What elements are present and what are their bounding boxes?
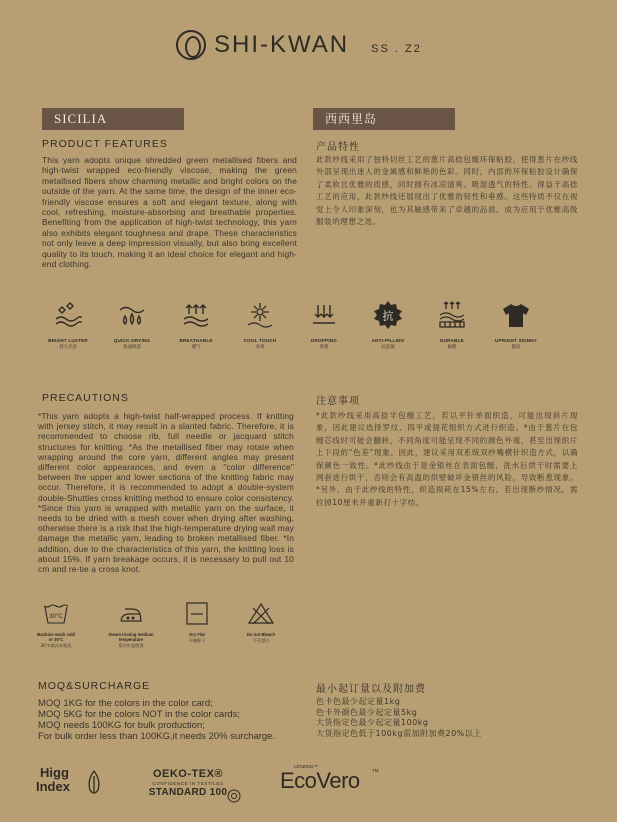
quick-drying-icon [117,300,147,330]
breathable-icon [181,300,211,330]
product-name-cn: 西西里岛 [313,108,455,130]
bright-luster-icon [53,300,83,330]
care-dry-flat: Dry Flat 平铺晾干 [162,602,232,649]
season-code: SS . Z2 [371,43,422,55]
feature-bright-luster: BRIGHT LUSTER 持久光泽 [36,300,100,350]
moq-line-cn: 大货指定色最少起定量100kg [316,718,429,728]
feature-upright-skinny: UPRIGHT SKINNY 挺括 [484,300,548,350]
moq-heading-cn: 最小起订量以及附加费 [316,684,426,695]
features-heading-cn: 产品特性 [316,142,360,153]
dry-flat-icon [183,602,211,626]
higg-index-logo: Higg Index [36,766,106,802]
features-heading-en: PRODUCT FEATURES [42,138,168,150]
feature-anti-pilling: 抗 ANTI-PILLING 抗起球 [356,300,420,350]
moq-line-cn: 色卡外颜色最少起定量5kg [316,707,418,717]
feature-dropping: DROPPING 垂感 [292,300,356,350]
anti-pilling-icon [373,300,403,330]
machine-wash-icon [42,602,70,626]
steam-ironing-icon [117,602,145,626]
ecovero-logo: LENZING™ EcoVero TM [280,764,379,793]
moq-list-cn [316,697,578,739]
care-machine-wash: 30°C Machine wash cold or 30°C 30℃或冷水机洗 [36,602,76,649]
care-symbol-row [36,602,296,649]
moq-heading-en: MOQ&SURCHARGE [38,680,151,692]
oeko-tex-seal-icon [226,788,242,804]
precautions-text-en: *This yarn adopts a high-twist half-wrapped process. If knitting with jersey stitch, it may result in a slanted fabric. Therefore, it is recommended to choose rib, full needle or jacquard stitch structures for knitting. *As the metallised fiber may rotate when wrapping around the core yarn, different angles may present different color appearances, and even a "color difference" between the upper and lower sections of the knitting fabric may occur. Therefore, it is recommended to adopt a double-system double-Shuttles cross knitting method to ensure color consistency. *Since this yarn is wrapped with metallic yarn on the surface, it needs to be dried with a mesh cover when drying after washing, otherwise there is a risk that the high-temperature drying wall may damage the metallic yarn, leading to broken metallised fiber. *In addition, due to the characteristics of this yarn, the knitting loss is about 15%. If yarn breakage occurs, it is necessary to pull out 10 cm and re-tie a cross knot. [38,411,294,575]
feature-cool-touch: COOL TOUCH 冰爽 [228,300,292,350]
moq-line-en: MOQ 5KG for the colors NOT in the color cards; [38,709,241,720]
feature-icon-row [36,300,548,350]
features-text-en: This yarn adopts unique shredded green metallised fibers and high-twist wrapped eco-friendly viscose, making the green metallised fibers show charming metallic and bright colors on the outside of the yarn. At the same time, the design of the inner eco-friendly viscose ensures a soft and elegant texture, along with cool, refreshing, moisture-absorbing and breathable properties. Benefiting from the application of high-twist technology, this yarn also exhibits elegant toughness and drape. These characteristics not only leave a deep impression visually, but also bring excellent quality to its touch, making it an ideal choice for elegant and high-end clothing. [42,155,297,270]
feature-quick-drying: QUICK-DRYING 快速吸湿 [100,300,164,350]
svg-text:30°C: 30°C [49,614,63,620]
upright-skinny-icon [501,300,531,330]
features-text-cn: 此款纱线采用了独特切丝工艺的葱片高捻包缠环保粘胶，使得葱片在纱线外部呈现出迷人的金属感和鲜艳的色彩。同时，内部的环保粘胶设计确保了柔软且优雅的质感，同时拥有冰凉清爽、吸湿透气的特性。得益于高捻工艺的应用，此款纱线还展现出了优雅的韧性和垂感。这些特质不仅在视觉上令人印象深刻，也为其触感带来了卓越的品质，成为应用于优雅高级服装的理想之选。 [316,155,578,227]
moq-line-en: For bulk order less than 100KG,it needs 20% surcharge. [38,731,276,742]
dropping-icon [309,300,339,330]
product-name-en: SICILIA [42,108,184,130]
svg-text:抗: 抗 [382,309,394,323]
moq-line-cn: 大货指定色低于100kg需加附加费20%以上 [316,728,482,738]
cool-touch-icon [245,300,275,330]
precautions-heading-cn: 注意事项 [316,396,360,407]
brand-logo-icon [176,30,206,60]
care-do-not-bleach: Do not Bleach 不可漂白 [226,602,296,649]
moq-line-cn: 色卡色最少起定量1kg [316,697,401,706]
higg-leaf-icon [86,770,102,796]
care-steam-ironing: Steam Ironing medium temperature 蒸汽中温熨烫 [96,602,166,649]
oeko-tex-logo: OEKO-TEX® CONFIDENCE IN TEXTILES STANDARD 100 [128,768,248,798]
moq-line-en: MOQ 1KG for the colors in the color card; [38,698,213,709]
brand-name: SHI-KWAN [214,31,350,58]
moq-line-en: MOQ needs 100KG for bulk production; [38,720,205,731]
brand-header [176,30,422,60]
precautions-heading-en: PRECAUTIONS [42,392,129,404]
precautions-text-cn: *此款纱线采用高捻半包缠工艺，若以平针单面织造，可能出现斜片现象，因此建议选择罗纹、四平或提花组织方式进行织造。*由于葱片在包缠芯线时可能会翻转，不同角度可能呈现不同的颜色外观，甚至出现织片上下段的“色差”现象。因此，建议采用双系统双纱嘴横针织造方式，以确保颜色一致性。*此纱线由于是金银丝在表面包缠，洗水后烘干时需要上网套进行烘干，否则会有高温的烘壁破坏金银丝的风险，导致断葱现象。*另外，由于此纱线的特性，织造损耗在15%左右，若出现断纱情况，需拉掉10厘米并重新打十字结。 [316,411,578,507]
moq-list-en [38,698,308,742]
feature-durable: DURABLE 耐磨 [420,300,484,350]
durable-icon [437,300,467,330]
feature-breathable: BREATHABLE 透气 [164,300,228,350]
do-not-bleach-icon [247,602,275,626]
